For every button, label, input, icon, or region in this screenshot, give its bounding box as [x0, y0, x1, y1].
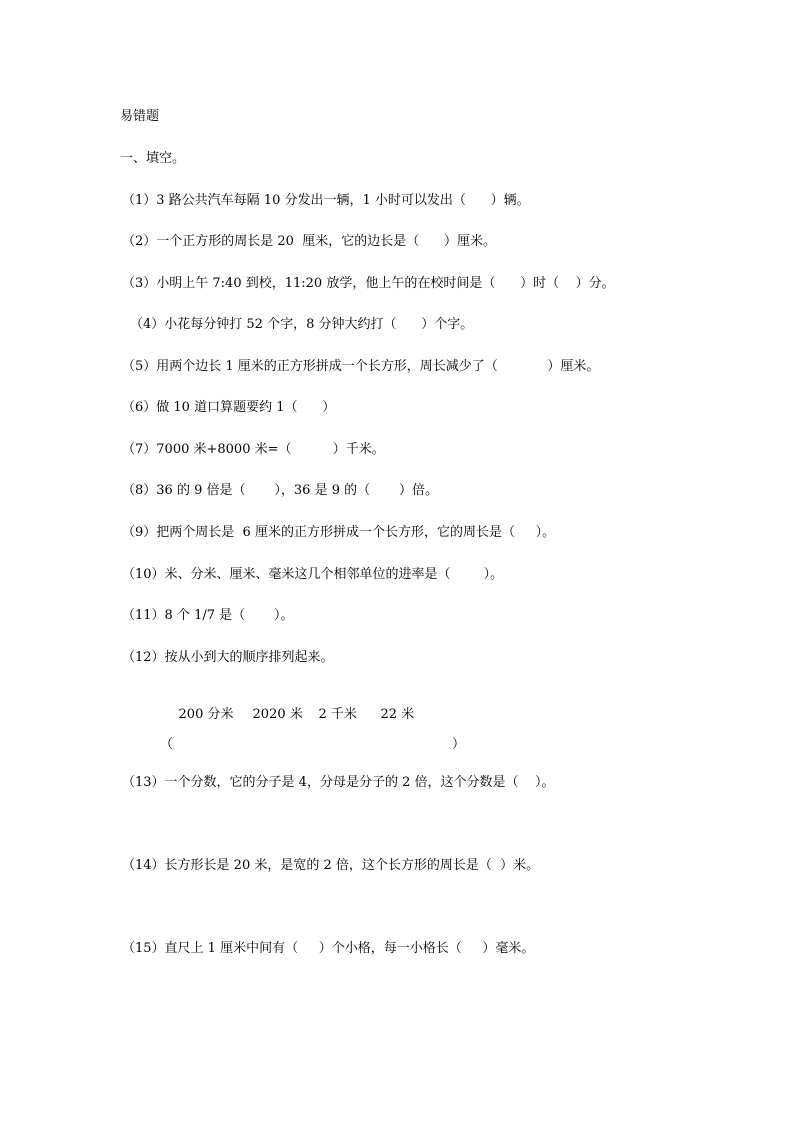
question-10: （10）米、分米、厘米、毫米这几个相邻单位的进率是（ ）。	[122, 567, 504, 582]
question-4: （4）小花每分钟打 52 个字，8 分钟大约打（ ）个字。	[130, 317, 474, 332]
question-6: （6）做 10 道口算题要约 1（ ）	[122, 400, 336, 415]
question-12-items	[162, 691, 414, 739]
answer-paren-close: ）	[451, 737, 465, 752]
q12-item: 2020 米	[252, 707, 303, 722]
question-13: （13）一个分数，它的分子是 4，分母是分子的 2 倍，这个分数是（ ）。	[122, 775, 555, 790]
section-heading: 一、填空。	[120, 151, 186, 166]
question-9: （9）把两个周长是 6 厘米的正方形拼成一个长方形，它的周长是（ ）。	[122, 525, 556, 540]
answer-paren-open: （	[160, 737, 174, 752]
question-12-answer-blank	[160, 733, 465, 752]
q12-item: 2 千米	[318, 707, 357, 722]
page-title: 易错题	[120, 109, 160, 124]
question-15: （15）直尺上 1 厘米中间有（ ）个小格，每一小格长（ ）毫米。	[122, 941, 535, 956]
question-1: （1）3 路公共汽车每隔 10 分发出一辆，1 小时可以发出（ ）辆。	[122, 193, 530, 208]
question-12: （12）按从小到大的顺序排列起来。	[122, 650, 334, 665]
question-2: （2）一个正方形的周长是 20 厘米，它的边长是（ ）厘米。	[122, 234, 497, 249]
question-7: （7）7000 米+8000 米=（ ）千米。	[122, 442, 385, 457]
q12-item: 22 米	[380, 707, 415, 722]
q12-item: 200 分米	[178, 707, 234, 722]
question-3: （3）小明上午 7:40 到校，11:20 放学，他上午的在校时间是（ ）时（ ）分。	[122, 276, 615, 291]
question-8: （8）36 的 9 倍是（ ），36 是 9 的（ ）倍。	[122, 483, 439, 498]
question-14: （14）长方形长是 20 米，是宽的 2 倍，这个长方形的周长是（ ）米。	[122, 858, 540, 873]
question-11: （11）8 个 1/7 是（ ）。	[122, 608, 294, 623]
question-5: （5）用两个边长 1 厘米的正方形拼成一个长方形，周长减少了（ ）厘米。	[122, 359, 600, 374]
